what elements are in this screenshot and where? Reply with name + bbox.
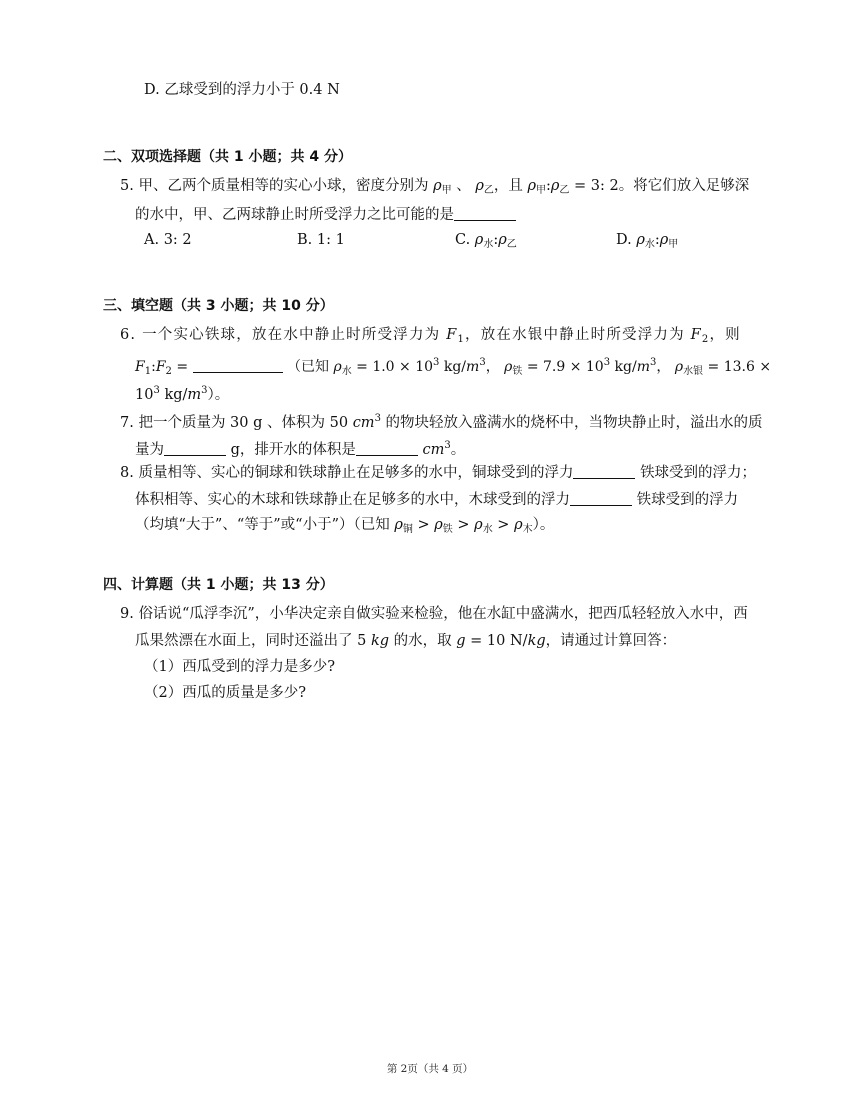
q9-line2: 瓜果然漂在水面上，同时还溢出了 5 kg 的水，取 g = 10 N/kg，请通过计算回答： xyxy=(135,633,677,649)
q7-line2: 量为 g，排开水的体积是 $cm^3$。 xyxy=(135,440,466,458)
q5-number: 5. xyxy=(120,178,134,194)
q5-ratio: = 3: 2 xyxy=(574,178,619,194)
q6-answer-blank[interactable] xyxy=(193,358,283,373)
q5-text-2: 的水中，甲、乙两球静止时所受浮力之比可能的是 xyxy=(135,207,454,223)
q5-line1: 5. 甲、乙两个质量相等的实心小球，密度分别为 $\rho_甲$ 、 $\rho_乙$，且 $\rho_甲:\rho_乙 = 3$: 2。将它们放入足够深 xyxy=(120,178,750,196)
q6-number: 6. xyxy=(120,327,137,343)
q5-option-a: A. 3: 2 xyxy=(144,232,192,248)
q8-blank-2[interactable] xyxy=(570,491,632,506)
q5-option-d: D. $\rho_水:\rho_甲$ xyxy=(616,232,679,250)
q5-text-b: 。将它们放入足够深 xyxy=(618,178,750,194)
q5-text-a: 甲、乙两个质量相等的实心小球，密度分别为 xyxy=(138,178,429,194)
page-footer: 第 2页（共 4 页） xyxy=(386,1063,474,1075)
q5-option-b: B. 1: 1 xyxy=(297,232,345,248)
section-3-title: 三、填空题（共 3 小题；共 10 分） xyxy=(103,298,334,314)
q9-number: 9. xyxy=(120,606,134,622)
q5-answer-blank[interactable] xyxy=(454,206,516,221)
q5-line2 xyxy=(135,205,516,225)
q7-blank-volume[interactable] xyxy=(356,441,418,456)
q7-blank-mass[interactable] xyxy=(164,441,226,456)
q9-line1: 9. 俗话说“瓜浮李沉”，小华决定亲自做实验来检验，他在水缸中盛满水，把西瓜轻轻放入水中，西 xyxy=(120,606,748,622)
section-2-title: 二、双项选择题（共 1 小题；共 4 分） xyxy=(103,149,352,165)
q6-line2: $F_1:F_2$ = （已知 $\rho_水 = 1.0 \times 10^3$ $kg/m^3$， $\rho_铁 = 7.9 \times 10^3$ $kg/m^3$， $\rho_{水银} = 13.6$ × xyxy=(135,357,772,377)
option-d-prev: D. 乙球受到的浮力小于 0.4 N xyxy=(144,82,340,98)
q8-line3: （均填“大于”、“等于”或“小于”）（已知 $\rho_铜 > \rho_铁 > \rho_水 > \rho_木$）。 xyxy=(135,517,555,535)
q7-line1: 7. 把一个质量为 30 g 、体积为 50 $cm^3$ 的物块轻放入盛满水的烧杯中，当物块静止时，溢出水的质 xyxy=(120,413,763,431)
q6-line1: 6. 一个实心铁球，放在水中静止时所受浮力为 $F_1$，放在水银中静止时所受浮力为 $F_2$，则 xyxy=(120,327,741,345)
q8-number: 8. xyxy=(120,465,134,481)
q8-line2: 体积相等、实心的木球和铁球静止在足够多的水中，木球受到的浮力 铁球受到的浮力 xyxy=(135,492,739,508)
q5-option-c: C. $\rho_水:\rho_乙$ xyxy=(455,232,517,250)
q9-subquestion-1: （1）西瓜受到的浮力是多少? xyxy=(144,659,335,675)
q8-blank-1[interactable] xyxy=(573,464,635,479)
q9-subquestion-2: （2）西瓜的质量是多少? xyxy=(144,685,306,701)
q7-number: 7. xyxy=(120,415,134,431)
q6-line3: $10^3$ $kg/m^3$）。 xyxy=(135,385,230,403)
q8-line1: 8. 质量相等、实心的铜球和铁球静止在足够多的水中，铜球受到的浮力 铁球受到的浮力； xyxy=(120,465,757,481)
section-4-title: 四、计算题（共 1 小题；共 13 分） xyxy=(103,577,334,593)
